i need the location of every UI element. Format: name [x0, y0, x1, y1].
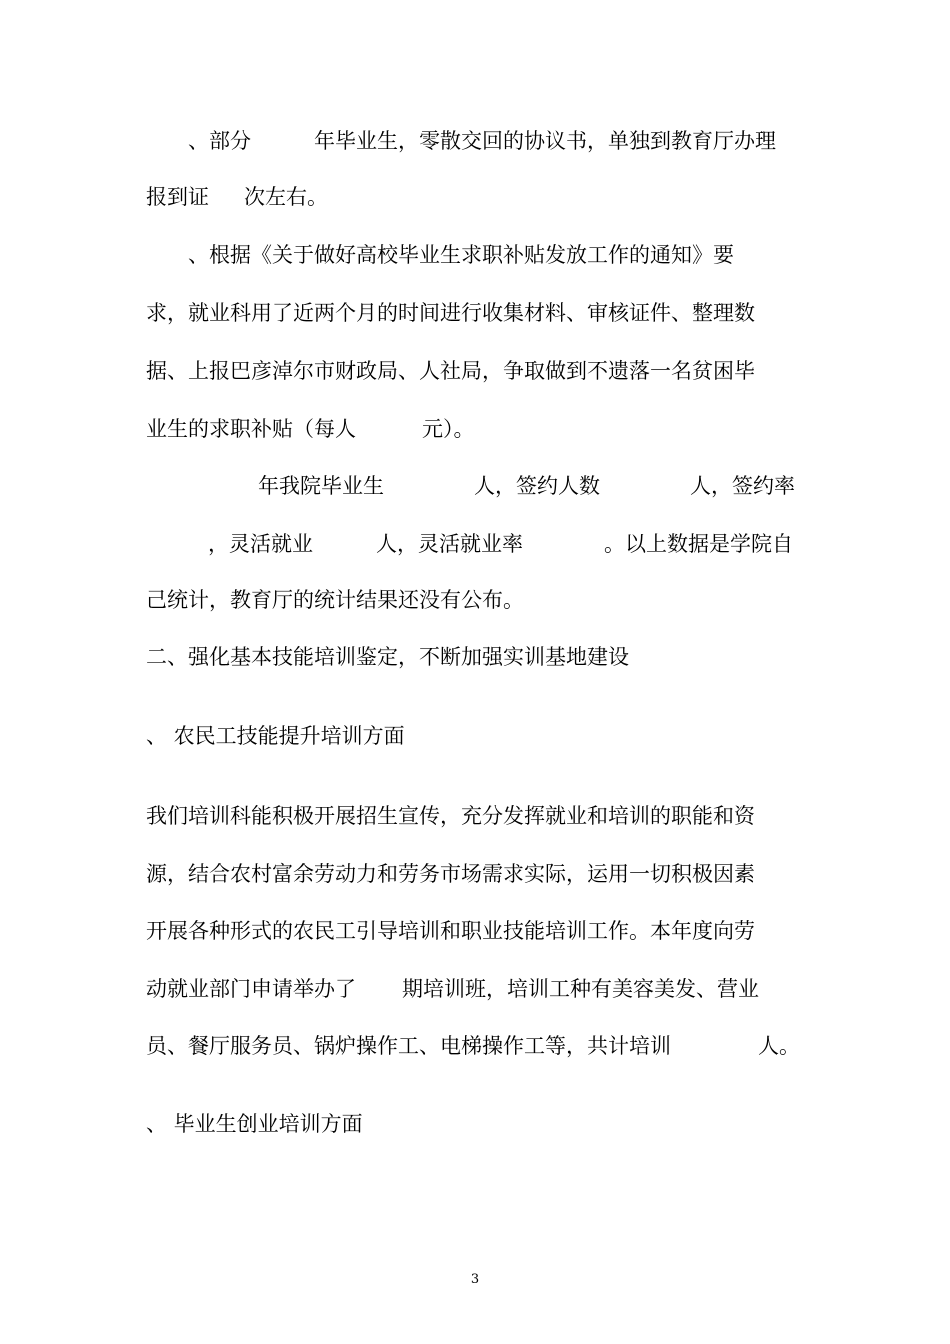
text-fragment: 据、上报巴彦淖尔市财政局、人社局，争取做到不遗落一名贫困毕	[146, 359, 755, 383]
text-line	[146, 796, 806, 836]
text-fragment: 、部分	[188, 129, 251, 153]
section-heading	[146, 637, 806, 677]
text-fragment: 我们培训科能积极开展招生宣传，充分发挥就业和培训的职能和资	[146, 804, 755, 828]
text-fragment: ，灵活就业	[208, 532, 313, 556]
subsection-heading	[146, 1104, 806, 1144]
text-fragment: 。以上数据是学院自	[604, 532, 793, 556]
text-fragment: 年毕业生，零散交回的协议书，单独到教育厅办理	[314, 129, 776, 153]
text-fragment: 业生的求职补贴（每人	[146, 417, 356, 441]
text-fragment: 年我院毕业生	[258, 474, 384, 498]
text-fragment: 二、强化基本技能培训鉴定，不断加强实训基地建设	[146, 645, 629, 669]
text-line	[146, 351, 806, 391]
text-fragment: 人，签约人数	[474, 474, 600, 498]
text-fragment: 元）。	[422, 417, 475, 441]
text-fragment: 、 农民工技能提升培训方面	[146, 724, 405, 748]
text-fragment: 开展各种形式的农民工引导培训和职业技能培训工作。本年度向劳	[146, 919, 755, 943]
text-fragment: 人，灵活就业率	[376, 532, 523, 556]
text-fragment: 期培训班，培训工种有美容美发、营业	[402, 977, 759, 1001]
text-fragment: 报到证	[146, 185, 209, 209]
text-fragment: 动就业部门申请举办了	[146, 977, 356, 1001]
text-line	[146, 293, 806, 333]
subsection-heading	[146, 716, 806, 756]
text-fragment: 己统计，教育厅的统计结果还没有公布。	[146, 588, 524, 612]
text-line	[146, 177, 806, 217]
text-line	[146, 121, 806, 161]
text-line	[146, 524, 806, 564]
page-number: 3	[470, 1272, 480, 1287]
text-fragment: 人。	[758, 1034, 800, 1058]
text-line	[146, 854, 806, 894]
text-fragment: 、根据《关于做好高校毕业生求职补贴发放工作的通知》要	[188, 243, 734, 267]
text-line	[146, 1026, 806, 1066]
text-line	[146, 466, 806, 506]
text-line	[146, 409, 806, 449]
text-line	[146, 580, 806, 620]
text-fragment: 员、餐厅服务员、锅炉操作工、电梯操作工等，共计培训	[146, 1034, 671, 1058]
text-line	[146, 911, 806, 951]
text-fragment: 源，结合农村富余劳动力和劳务市场需求实际，运用一切积极因素	[146, 862, 755, 886]
text-line	[146, 969, 806, 1009]
text-fragment: 次左右。	[244, 185, 328, 209]
text-fragment: 求，就业科用了近两个月的时间进行收集材料、审核证件、整理数	[146, 301, 755, 325]
text-line	[146, 235, 806, 275]
text-fragment: 、 毕业生创业培训方面	[146, 1112, 363, 1136]
text-fragment: 人，签约率	[690, 474, 795, 498]
